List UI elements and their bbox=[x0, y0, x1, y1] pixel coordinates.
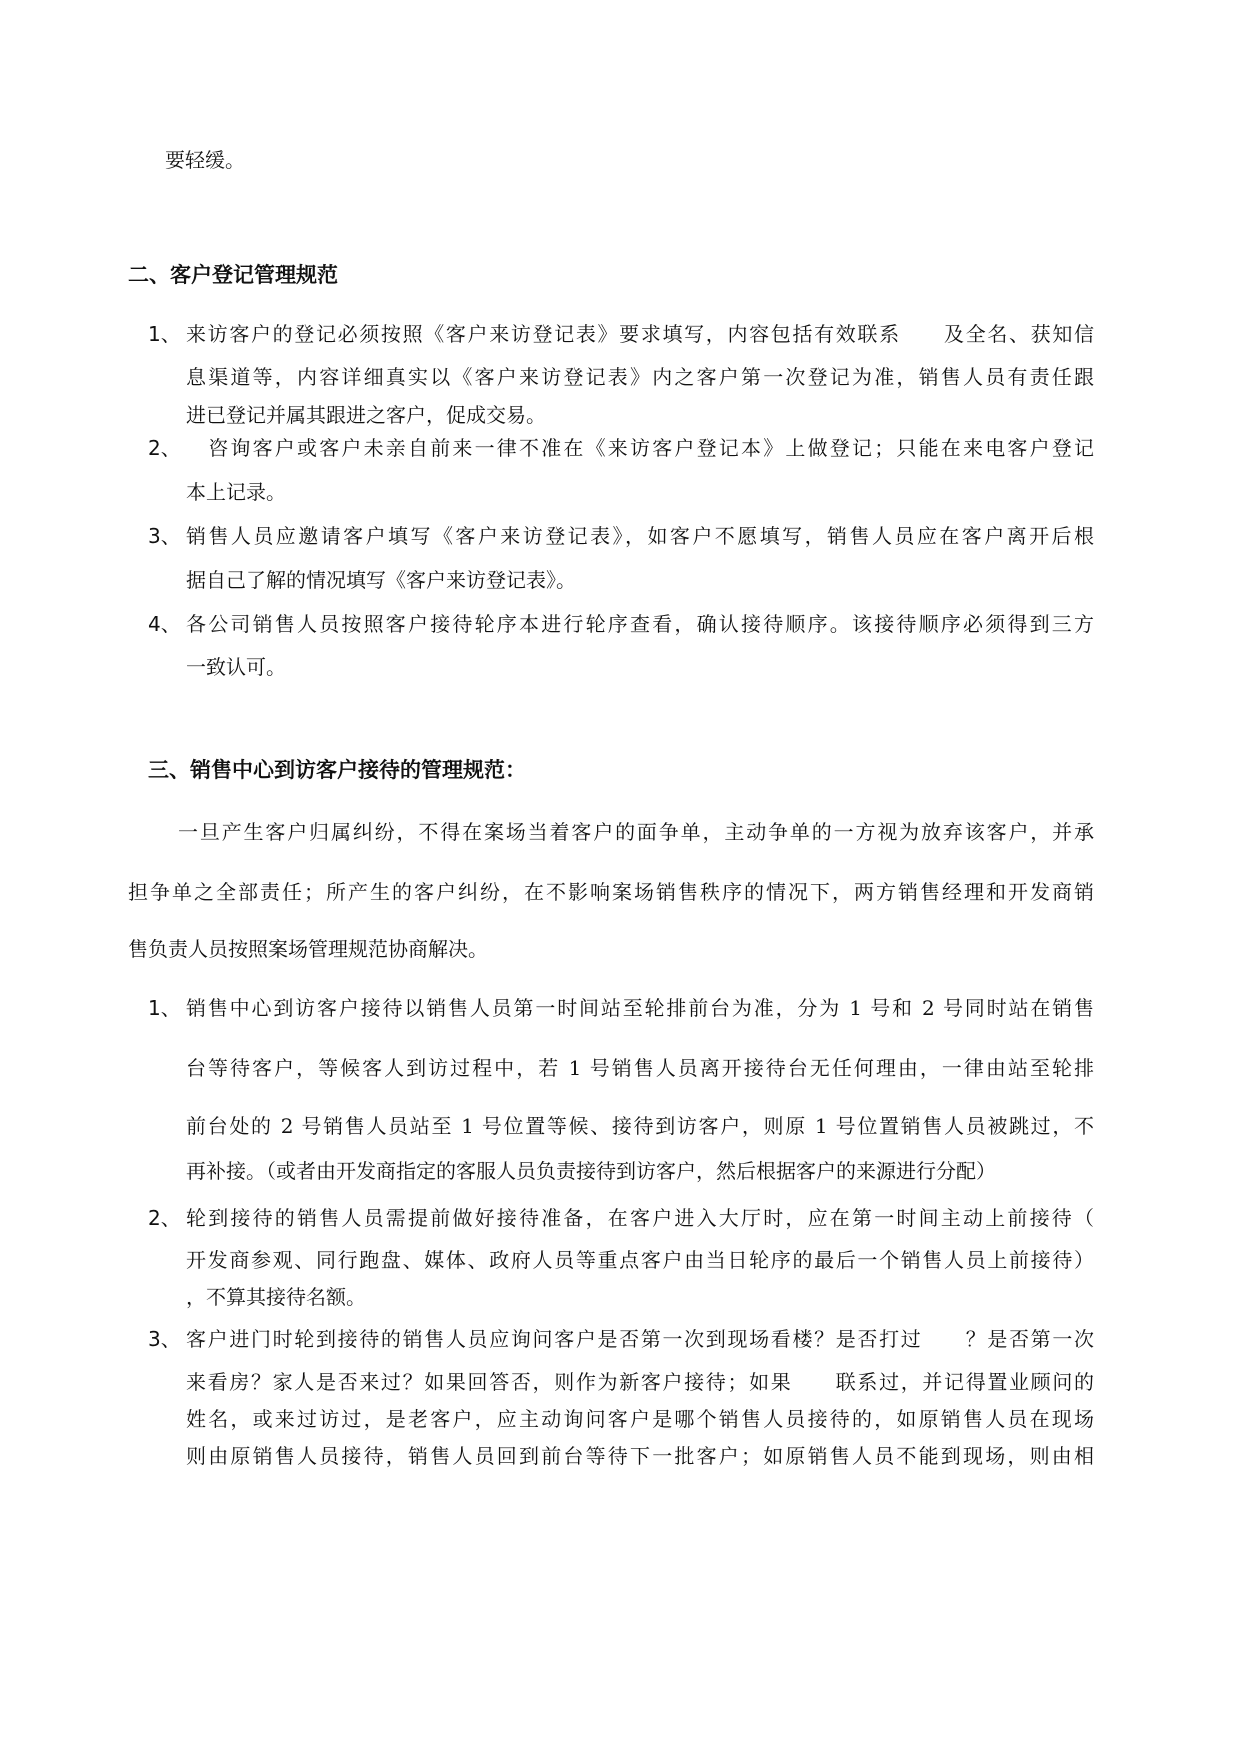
list-item-line: 前台处的 2 号销售人员站至 1 号位置等候、接待到访客户，则原 1 号位置销售人员被跳过，不 bbox=[186, 1114, 1094, 1138]
section-heading-3: 三、销售中心到访客户接待的管理规范： bbox=[148, 758, 526, 782]
list-item-line: 开发商参观、同行跑盘、媒体、政府人员等重点客户由当日轮序的最后一个销售人员上前接待） bbox=[186, 1248, 1094, 1272]
list-item-line: 来看房？家人是否来过？如果回答否，则作为新客户接待；如果 联系过，并记得置业顾问的 bbox=[186, 1370, 1094, 1394]
list-item-number: 4、 bbox=[148, 612, 181, 636]
continuation-text: 要轻缓。 bbox=[165, 148, 245, 172]
list-item-line: 姓名，或来过访过，是老客户，应主动询问客户是哪个销售人员接待的，如原销售人员在现场 bbox=[186, 1407, 1094, 1431]
list-item-line: 再补接。（或者由开发商指定的客服人员负责接待到访客户，然后根据客户的来源进行分配） bbox=[186, 1159, 996, 1183]
list-item-line: 据自己了解的情况填写《客户来访登记表》。 bbox=[186, 568, 576, 592]
list-item-line: 则由原销售人员接待，销售人员回到前台等待下一批客户；如原销售人员不能到现场，则由相 bbox=[186, 1444, 1094, 1468]
list-item-number: 3、 bbox=[148, 1327, 181, 1351]
list-item-line: 轮到接待的销售人员需提前做好接待准备，在客户进入大厅时，应在第一时间主动上前接待（ bbox=[186, 1206, 1094, 1230]
list-item-line: 各公司销售人员按照客户接待轮序本进行轮序查看，确认接待顺序。该接待顺序必须得到三方 bbox=[186, 612, 1094, 636]
paragraph-line: 售负责人员按照案场管理规范协商解决。 bbox=[128, 937, 488, 961]
list-item-number: 2、 bbox=[148, 436, 181, 460]
list-item-line: 销售中心到访客户接待以销售人员第一时间站至轮排前台为准，分为 1 号和 2 号同时站在销售 bbox=[186, 996, 1094, 1020]
list-item-number: 1、 bbox=[148, 996, 181, 1020]
list-item-number: 3、 bbox=[148, 524, 181, 548]
list-item-number: 2、 bbox=[148, 1206, 181, 1230]
list-item-line: 进已登记并属其跟进之客户，促成交易。 bbox=[186, 403, 546, 427]
list-item-line: 销售人员应邀请客户填写《客户来访登记表》，如客户不愿填写，销售人员应在客户离开后根 bbox=[186, 524, 1094, 548]
list-item-line: 客户进门时轮到接待的销售人员应询问客户是否第一次到现场看楼？是否打过 ？是否第一次 bbox=[186, 1327, 1094, 1351]
section-heading-2: 二、客户登记管理规范 bbox=[128, 263, 338, 287]
list-item-line: 一致认可。 bbox=[186, 655, 286, 679]
list-item-line: 台等待客户，等候客人到访过程中，若 1 号销售人员离开接待台无任何理由，一律由站至轮排 bbox=[186, 1056, 1094, 1080]
list-item-number: 1、 bbox=[148, 322, 181, 346]
list-item-line: 息渠道等，内容详细真实以《客户来访登记表》内之客户第一次登记为准，销售人员有责任跟 bbox=[186, 365, 1094, 389]
list-item-line: 来访客户的登记必须按照《客户来访登记表》要求填写，内容包括有效联系 及全名、获知信 bbox=[186, 322, 1094, 346]
paragraph-line: 一旦产生客户归属纠纷，不得在案场当着客户的面争单，主动争单的一方视为放弃该客户，并承 bbox=[178, 820, 1094, 844]
list-item-line: 本上记录。 bbox=[186, 480, 286, 504]
paragraph-line: 担争单之全部责任；所产生的客户纠纷，在不影响案场销售秩序的情况下，两方销售经理和开发商销 bbox=[128, 880, 1094, 904]
list-item-line: ，不算其接待名额。 bbox=[186, 1285, 366, 1309]
list-item-line: 咨询客户或客户未亲自前来一律不准在《来访客户登记本》上做登记；只能在来电客户登记 bbox=[186, 436, 1094, 460]
